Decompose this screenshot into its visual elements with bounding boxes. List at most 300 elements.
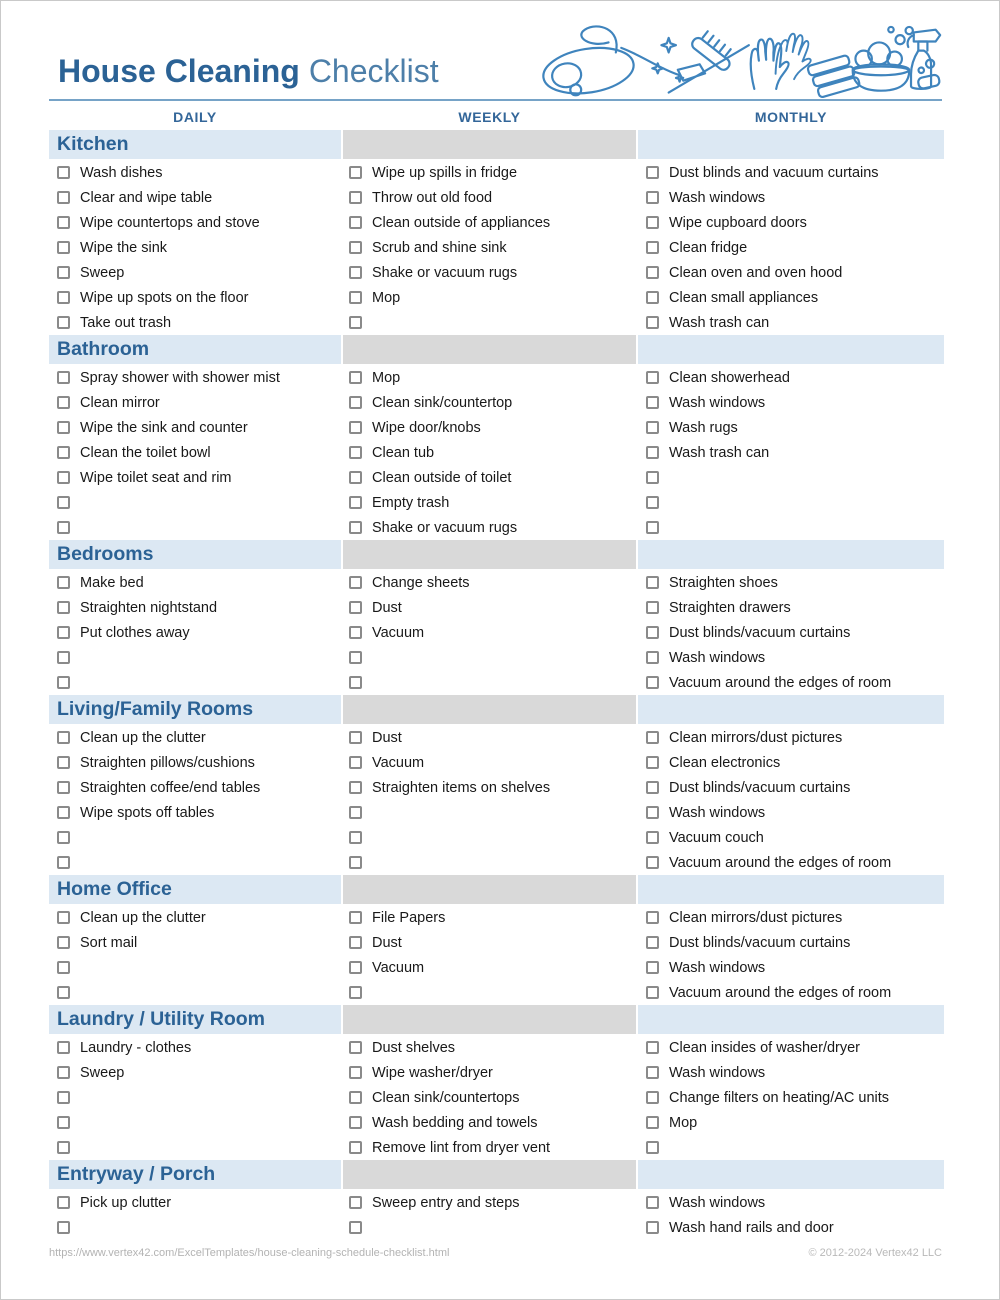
- checkbox[interactable]: [349, 496, 362, 509]
- checkbox[interactable]: [57, 1066, 70, 1079]
- task-cell-weekly: [341, 595, 638, 620]
- checklist-row: [49, 260, 942, 285]
- checkbox[interactable]: [57, 1041, 70, 1054]
- checkbox[interactable]: [646, 961, 659, 974]
- checkbox[interactable]: [349, 396, 362, 409]
- header: [49, 1, 942, 101]
- task-cell-weekly: [341, 1215, 638, 1240]
- checkbox[interactable]: [349, 291, 362, 304]
- task-cell-weekly: [341, 800, 638, 825]
- task-label: Clean tub: [372, 444, 435, 461]
- task-label: File Papers: [372, 909, 446, 926]
- checkbox[interactable]: [57, 166, 70, 179]
- checkbox[interactable]: [646, 316, 659, 329]
- task-cell-monthly: [638, 930, 944, 955]
- task-label: Throw out old food: [372, 189, 493, 206]
- task-cell-monthly: [638, 800, 944, 825]
- task-cell-weekly: [341, 235, 638, 260]
- task-cell-weekly: [341, 725, 638, 750]
- section-band-cell: [341, 875, 638, 904]
- checkbox[interactable]: [349, 421, 362, 434]
- task-cell-monthly: [638, 1035, 944, 1060]
- section-title: Laundry / Utility Room: [57, 1008, 266, 1030]
- task-cell-weekly: [341, 1190, 638, 1215]
- task-cell-daily: [49, 1135, 341, 1160]
- checklist-row: [49, 980, 942, 1005]
- checkbox[interactable]: [349, 626, 362, 639]
- checkbox[interactable]: [349, 936, 362, 949]
- task-label: Vacuum around the edges of room: [669, 854, 892, 871]
- checklist-row: [49, 210, 942, 235]
- task-cell-weekly: [341, 1135, 638, 1160]
- task-cell-daily: [49, 235, 341, 260]
- task-cell-monthly: [638, 440, 944, 465]
- checklist-row: [49, 235, 942, 260]
- checkbox[interactable]: [349, 1141, 362, 1154]
- checkbox[interactable]: [57, 731, 70, 744]
- checkbox[interactable]: [349, 521, 362, 534]
- checkbox[interactable]: [57, 216, 70, 229]
- column-headers: [49, 109, 942, 125]
- checkbox[interactable]: [57, 191, 70, 204]
- checkbox[interactable]: [646, 496, 659, 509]
- task-label: Wash windows: [669, 649, 766, 666]
- checkbox[interactable]: [57, 1141, 70, 1154]
- task-cell-daily: [49, 415, 341, 440]
- checklist-row: [49, 390, 942, 415]
- task-label: Dust: [372, 934, 402, 951]
- checkbox[interactable]: [646, 1141, 659, 1154]
- checkbox[interactable]: [646, 1116, 659, 1129]
- checklist-row: [49, 365, 942, 390]
- checkbox[interactable]: [57, 496, 70, 509]
- task-cell-weekly: [341, 775, 638, 800]
- checkbox[interactable]: [646, 781, 659, 794]
- checkbox[interactable]: [646, 371, 659, 384]
- task-cell-daily: [49, 1060, 341, 1085]
- task-cell-daily: [49, 260, 341, 285]
- task-cell-weekly: [341, 825, 638, 850]
- task-label: Vacuum: [372, 754, 425, 771]
- checkbox[interactable]: [57, 911, 70, 924]
- task-cell-daily: [49, 750, 341, 775]
- column-header-daily: DAILY: [173, 109, 217, 125]
- task-cell-daily: [49, 210, 341, 235]
- checklist-row: [49, 595, 942, 620]
- task-cell-daily: [49, 570, 341, 595]
- task-label: Mop: [669, 1114, 698, 1131]
- task-label: Clean fridge: [669, 239, 748, 256]
- task-label: Clean small appliances: [669, 289, 819, 306]
- task-label: Vacuum: [372, 959, 425, 976]
- task-cell-monthly: [638, 955, 944, 980]
- task-label: Dust blinds/vacuum curtains: [669, 624, 851, 641]
- task-label: Spray shower with shower mist: [80, 369, 280, 386]
- checkbox[interactable]: [57, 1116, 70, 1129]
- task-cell-monthly: [638, 260, 944, 285]
- checkbox[interactable]: [57, 421, 70, 434]
- task-cell-weekly: [341, 285, 638, 310]
- checkbox[interactable]: [646, 731, 659, 744]
- section-band-cell: [638, 875, 944, 904]
- task-cell-monthly: [638, 285, 944, 310]
- checkbox[interactable]: [646, 266, 659, 279]
- task-label: Wash trash can: [669, 444, 770, 461]
- checkbox[interactable]: [57, 521, 70, 534]
- task-label: Sweep: [80, 264, 125, 281]
- checkbox[interactable]: [646, 421, 659, 434]
- section-home-office: [49, 875, 942, 1005]
- checkbox[interactable]: [349, 1116, 362, 1129]
- checkbox[interactable]: [57, 316, 70, 329]
- checkbox[interactable]: [57, 396, 70, 409]
- task-label: Clear and wipe table: [80, 189, 213, 206]
- checkbox[interactable]: [646, 626, 659, 639]
- checkbox[interactable]: [349, 1066, 362, 1079]
- task-label: Dust blinds and vacuum curtains: [669, 164, 879, 181]
- checklist-row: [49, 285, 942, 310]
- task-cell-monthly: [638, 850, 944, 875]
- checkbox[interactable]: [349, 911, 362, 924]
- task-label: Dust blinds/vacuum curtains: [669, 934, 851, 951]
- section-title: Bedrooms: [57, 543, 154, 565]
- footer: [49, 1247, 942, 1259]
- task-label: Wipe spots off tables: [80, 804, 215, 821]
- checkbox[interactable]: [646, 291, 659, 304]
- task-label: Make bed: [80, 574, 144, 591]
- checkbox[interactable]: [646, 806, 659, 819]
- checklist-row: [49, 185, 942, 210]
- checkbox[interactable]: [646, 446, 659, 459]
- checkbox[interactable]: [646, 936, 659, 949]
- task-label: Wash windows: [669, 1194, 766, 1211]
- checkbox[interactable]: [646, 1196, 659, 1209]
- column-header-monthly: MONTHLY: [754, 109, 828, 125]
- task-cell-monthly: [638, 235, 944, 260]
- section-title-cell: [49, 540, 341, 569]
- task-cell-daily: [49, 365, 341, 390]
- task-label: Clean outside of toilet: [372, 469, 512, 486]
- checklist-row: [49, 440, 942, 465]
- section-title-cell: [49, 875, 341, 904]
- checkbox[interactable]: [646, 471, 659, 484]
- task-cell-daily: [49, 800, 341, 825]
- task-label: Wipe washer/dryer: [372, 1064, 493, 1081]
- checkbox[interactable]: [646, 576, 659, 589]
- task-cell-monthly: [638, 595, 944, 620]
- section-band-cell: [638, 1160, 944, 1189]
- checklist-row: [49, 415, 942, 440]
- section-entryway-porch: [49, 1160, 942, 1240]
- task-cell-monthly: [638, 1135, 944, 1160]
- checkbox[interactable]: [349, 651, 362, 664]
- checkbox[interactable]: [646, 601, 659, 614]
- checkbox[interactable]: [57, 781, 70, 794]
- section-band-cell: [638, 335, 944, 364]
- task-cell-monthly: [638, 1190, 944, 1215]
- checklist-row: [49, 825, 942, 850]
- checkbox[interactable]: [57, 1091, 70, 1104]
- task-cell-weekly: [341, 310, 638, 335]
- checkbox[interactable]: [349, 371, 362, 384]
- checkbox[interactable]: [646, 191, 659, 204]
- task-cell-weekly: [341, 645, 638, 670]
- checklist-row: [49, 670, 942, 695]
- checkbox[interactable]: [57, 626, 70, 639]
- checkbox[interactable]: [349, 191, 362, 204]
- checklist-row: [49, 1190, 942, 1215]
- checklist-row: [49, 750, 942, 775]
- checkbox[interactable]: [57, 986, 70, 999]
- checkbox[interactable]: [349, 446, 362, 459]
- checkbox[interactable]: [349, 576, 362, 589]
- task-cell-daily: [49, 825, 341, 850]
- task-label: Clean oven and oven hood: [669, 264, 843, 281]
- task-label: Laundry - clothes: [80, 1039, 192, 1056]
- section-band-cell: [341, 1160, 638, 1189]
- rubber-gloves-icon: [751, 31, 817, 89]
- task-cell-daily: [49, 980, 341, 1005]
- task-cell-weekly: [341, 980, 638, 1005]
- section-band-cell: [341, 1005, 638, 1034]
- checkbox[interactable]: [646, 1091, 659, 1104]
- task-label: Vacuum: [372, 624, 425, 641]
- checklist-row: [49, 800, 942, 825]
- checkbox[interactable]: [57, 371, 70, 384]
- spray-bottle-icon: [908, 30, 941, 89]
- section-bedrooms: [49, 540, 942, 695]
- checkbox[interactable]: [57, 856, 70, 869]
- column-header-weekly: WEEKLY: [458, 109, 521, 125]
- checkbox[interactable]: [349, 731, 362, 744]
- checkbox[interactable]: [646, 1221, 659, 1234]
- checkbox[interactable]: [349, 316, 362, 329]
- checklist-row: [49, 1135, 942, 1160]
- checkbox[interactable]: [646, 911, 659, 924]
- task-cell-monthly: [638, 670, 944, 695]
- checkbox[interactable]: [349, 266, 362, 279]
- task-label: Clean insides of washer/dryer: [669, 1039, 861, 1056]
- checkbox[interactable]: [57, 446, 70, 459]
- task-label: Empty trash: [372, 494, 450, 511]
- task-label: Wipe door/knobs: [372, 419, 481, 436]
- checkbox[interactable]: [349, 241, 362, 254]
- task-cell-daily: [49, 160, 341, 185]
- task-label: Shake or vacuum rugs: [372, 264, 518, 281]
- task-cell-monthly: [638, 1215, 944, 1240]
- task-label: Wash hand rails and door: [669, 1219, 834, 1236]
- checkbox[interactable]: [646, 396, 659, 409]
- checklist-row: [49, 1110, 942, 1135]
- checkbox[interactable]: [57, 651, 70, 664]
- section-bathroom: [49, 335, 942, 540]
- section-title: Living/Family Rooms: [57, 698, 254, 720]
- task-cell-monthly: [638, 310, 944, 335]
- checklist-sections: [49, 130, 942, 1240]
- task-cell-monthly: [638, 465, 944, 490]
- checkbox[interactable]: [349, 216, 362, 229]
- task-cell-monthly: [638, 210, 944, 235]
- checkbox[interactable]: [646, 241, 659, 254]
- task-cell-daily: [49, 955, 341, 980]
- checkbox[interactable]: [646, 216, 659, 229]
- task-label: Shake or vacuum rugs: [372, 519, 518, 536]
- task-cell-daily: [49, 1035, 341, 1060]
- page-title-primary: House Cleaning: [58, 53, 300, 89]
- section-band: [49, 130, 942, 159]
- checkbox[interactable]: [57, 291, 70, 304]
- task-label: Wash bedding and towels: [372, 1114, 538, 1131]
- checkbox[interactable]: [646, 651, 659, 664]
- task-cell-daily: [49, 285, 341, 310]
- task-label: Clean up the clutter: [80, 729, 206, 746]
- task-cell-weekly: [341, 390, 638, 415]
- checkbox[interactable]: [57, 471, 70, 484]
- task-label: Mop: [372, 289, 401, 306]
- task-cell-daily: [49, 725, 341, 750]
- checkbox[interactable]: [646, 166, 659, 179]
- task-label: Wipe countertops and stove: [80, 214, 260, 231]
- checkbox[interactable]: [349, 1091, 362, 1104]
- task-label: Wash windows: [669, 189, 766, 206]
- checkbox[interactable]: [349, 1221, 362, 1234]
- checkbox[interactable]: [349, 756, 362, 769]
- task-cell-monthly: [638, 160, 944, 185]
- checkbox[interactable]: [646, 986, 659, 999]
- task-cell-monthly: [638, 725, 944, 750]
- section-band: [49, 540, 942, 569]
- checkbox[interactable]: [349, 166, 362, 179]
- checkbox[interactable]: [349, 831, 362, 844]
- checkbox[interactable]: [57, 756, 70, 769]
- checkbox[interactable]: [57, 676, 70, 689]
- task-cell-weekly: [341, 750, 638, 775]
- task-label: Straighten nightstand: [80, 599, 218, 616]
- task-cell-daily: [49, 620, 341, 645]
- task-cell-weekly: [341, 850, 638, 875]
- task-label: Wipe the sink: [80, 239, 168, 256]
- checklist-row: [49, 620, 942, 645]
- task-cell-monthly: [638, 1060, 944, 1085]
- task-label: Straighten pillows/cushions: [80, 754, 255, 771]
- task-cell-daily: [49, 440, 341, 465]
- checkbox[interactable]: [57, 831, 70, 844]
- checkbox[interactable]: [349, 601, 362, 614]
- checkbox[interactable]: [646, 1041, 659, 1054]
- task-label: Wash windows: [669, 394, 766, 411]
- task-cell-monthly: [638, 185, 944, 210]
- task-cell-daily: [49, 310, 341, 335]
- checklist-row: [49, 570, 942, 595]
- section-title-cell: [49, 1005, 341, 1034]
- task-label: Clean sink/countertop: [372, 394, 513, 411]
- task-cell-monthly: [638, 490, 944, 515]
- task-label: Change sheets: [372, 574, 470, 591]
- task-cell-weekly: [341, 160, 638, 185]
- task-cell-daily: [49, 1190, 341, 1215]
- checkbox[interactable]: [646, 521, 659, 534]
- section-band: [49, 335, 942, 364]
- checkbox[interactable]: [349, 781, 362, 794]
- task-cell-monthly: [638, 620, 944, 645]
- task-cell-weekly: [341, 515, 638, 540]
- task-label: Wipe up spills in fridge: [372, 164, 518, 181]
- task-label: Wash windows: [669, 1064, 766, 1081]
- task-label: Dust: [372, 729, 402, 746]
- checkbox[interactable]: [57, 576, 70, 589]
- task-label: Sweep entry and steps: [372, 1194, 520, 1211]
- task-cell-monthly: [638, 825, 944, 850]
- task-cell-weekly: [341, 210, 638, 235]
- checkbox[interactable]: [349, 676, 362, 689]
- checkbox[interactable]: [349, 471, 362, 484]
- page-title: [58, 55, 439, 87]
- checkbox[interactable]: [57, 961, 70, 974]
- task-cell-daily: [49, 905, 341, 930]
- task-label: Clean mirrors/dust pictures: [669, 729, 843, 746]
- checklist-row: [49, 1215, 942, 1240]
- checkbox[interactable]: [646, 856, 659, 869]
- task-label: Clean electronics: [669, 754, 781, 771]
- checkbox[interactable]: [57, 241, 70, 254]
- checkbox[interactable]: [349, 806, 362, 819]
- task-label: Wipe up spots on the floor: [80, 289, 249, 306]
- task-label: Wash dishes: [80, 164, 163, 181]
- task-cell-monthly: [638, 905, 944, 930]
- checkbox[interactable]: [349, 986, 362, 999]
- checklist-row: [49, 775, 942, 800]
- checkbox[interactable]: [57, 1221, 70, 1234]
- checkbox[interactable]: [646, 831, 659, 844]
- task-label: Sweep: [80, 1064, 125, 1081]
- checkbox[interactable]: [57, 1196, 70, 1209]
- checkbox[interactable]: [646, 756, 659, 769]
- checkbox[interactable]: [57, 266, 70, 279]
- task-cell-monthly: [638, 1110, 944, 1135]
- task-cell-weekly: [341, 1060, 638, 1085]
- task-cell-monthly: [638, 645, 944, 670]
- checkbox[interactable]: [349, 1196, 362, 1209]
- task-cell-daily: [49, 645, 341, 670]
- task-label: Clean outside of appliances: [372, 214, 551, 231]
- task-label: Scrub and shine sink: [372, 239, 507, 256]
- task-label: Clean the toilet bowl: [80, 444, 211, 461]
- section-band-cell: [341, 540, 638, 569]
- task-cell-monthly: [638, 390, 944, 415]
- task-cell-daily: [49, 1085, 341, 1110]
- section-band-cell: [341, 695, 638, 724]
- section-title: Home Office: [57, 878, 172, 900]
- task-cell-weekly: [341, 570, 638, 595]
- task-label: Clean up the clutter: [80, 909, 206, 926]
- task-cell-daily: [49, 595, 341, 620]
- checkbox[interactable]: [349, 1041, 362, 1054]
- section-band: [49, 695, 942, 724]
- checkbox[interactable]: [57, 601, 70, 614]
- checklist-row: [49, 490, 942, 515]
- checkbox[interactable]: [349, 961, 362, 974]
- vacuum-cleaner-icon: [540, 26, 705, 99]
- checkbox[interactable]: [646, 1066, 659, 1079]
- checklist-row: [49, 1035, 942, 1060]
- checkbox[interactable]: [57, 806, 70, 819]
- section-title: Kitchen: [57, 133, 129, 155]
- checkbox[interactable]: [57, 936, 70, 949]
- section-band-cell: [638, 1005, 944, 1034]
- section-band-cell: [341, 335, 638, 364]
- checkbox[interactable]: [646, 676, 659, 689]
- checkbox[interactable]: [349, 856, 362, 869]
